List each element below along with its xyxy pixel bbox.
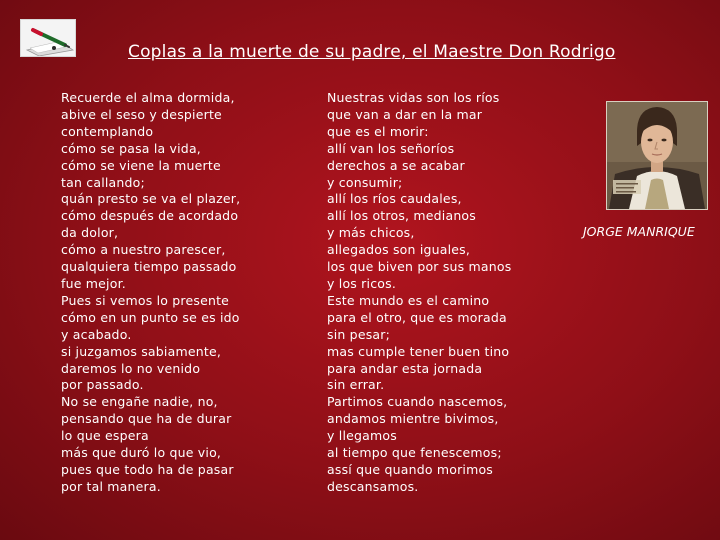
poem-line: y consumir;	[327, 174, 403, 190]
poem-column-right	[327, 90, 511, 496]
poem-line: daremos lo no venido	[61, 360, 201, 376]
poem-line: pensando que ha de durar	[61, 411, 232, 427]
poem-line: cómo en un punto se es ido	[61, 309, 240, 325]
poem-line: allegados son iguales,	[327, 242, 471, 258]
poem-line: allí van los señoríos	[327, 140, 455, 156]
portrait-image	[606, 101, 708, 210]
poem-line: Pues si vemos lo presente	[61, 292, 230, 308]
poem-line: lo que espera	[61, 428, 149, 444]
poem-line: sin errar.	[327, 377, 385, 393]
poem-line: los que biven por sus manos	[327, 259, 512, 275]
poem-line: quán presto se va el plazer,	[61, 191, 241, 207]
poem-line: Este mundo es el camino	[327, 292, 490, 308]
poem-line: Nuestras vidas son los ríos	[327, 90, 500, 105]
poem-line: tan callando;	[61, 174, 145, 190]
poem-line: más que duró lo que vio,	[61, 445, 222, 461]
poem-line: derechos a se acabar	[327, 157, 465, 173]
poem-line: andamos mientre bivimos,	[327, 411, 499, 427]
poem-line: assí que quando morimos	[327, 461, 494, 477]
poem-line: contemplando	[61, 123, 154, 139]
poem-line: cómo se viene la muerte	[61, 157, 221, 173]
poem-line: cómo a nuestro parescer,	[61, 242, 226, 258]
poem-line: y llegamos	[327, 428, 397, 444]
poem-line: para el otro, que es morada	[327, 309, 507, 325]
poem-line: qualquiera tiempo passado	[61, 259, 237, 275]
poem-line: fue mejor.	[61, 275, 126, 291]
poem-line: al tiempo que fenescemos;	[327, 445, 502, 461]
poem-column-left	[61, 90, 240, 496]
poem-line: que es el morir:	[327, 123, 429, 139]
poem-line: si juzgamos sabiamente,	[61, 343, 222, 359]
poem-line: y acabado.	[61, 326, 132, 342]
poem-line: pues que todo ha de pasar	[61, 461, 234, 477]
poem-line: para andar esta jornada	[327, 360, 483, 376]
poem-line: mas cumple tener buen tino	[327, 343, 510, 359]
poem-line: Partimos cuando nascemos,	[327, 394, 508, 410]
poem-line: descansamos.	[327, 478, 419, 494]
poem-line: cómo después de acordado	[61, 208, 239, 224]
portrait-caption: JORGE MANRIQUE	[583, 224, 695, 239]
poem-line: por tal manera.	[61, 478, 161, 494]
poem-line: cómo se pasa la vida,	[61, 140, 201, 156]
pen-and-paper-logo	[20, 19, 76, 57]
poem-line: sin pesar;	[327, 326, 391, 342]
poem-line: que van a dar en la mar	[327, 106, 483, 122]
poem-line: y los ricos.	[327, 275, 396, 291]
poem-line: abive el seso y despierte	[61, 106, 222, 122]
poem-line: allí los ríos caudales,	[327, 191, 462, 207]
poem-line: da dolor,	[61, 225, 119, 241]
poem-line: No se engañe nadie, no,	[61, 394, 218, 410]
slide-title: Coplas a la muerte de su padre, el Maestre Don Rodrigo	[128, 42, 616, 62]
poem-line: y más chicos,	[327, 225, 415, 241]
poem-line: allí los otros, medianos	[327, 208, 476, 224]
poem-line: Recuerde el alma dormida,	[61, 90, 235, 105]
poem-line: por passado.	[61, 377, 144, 393]
